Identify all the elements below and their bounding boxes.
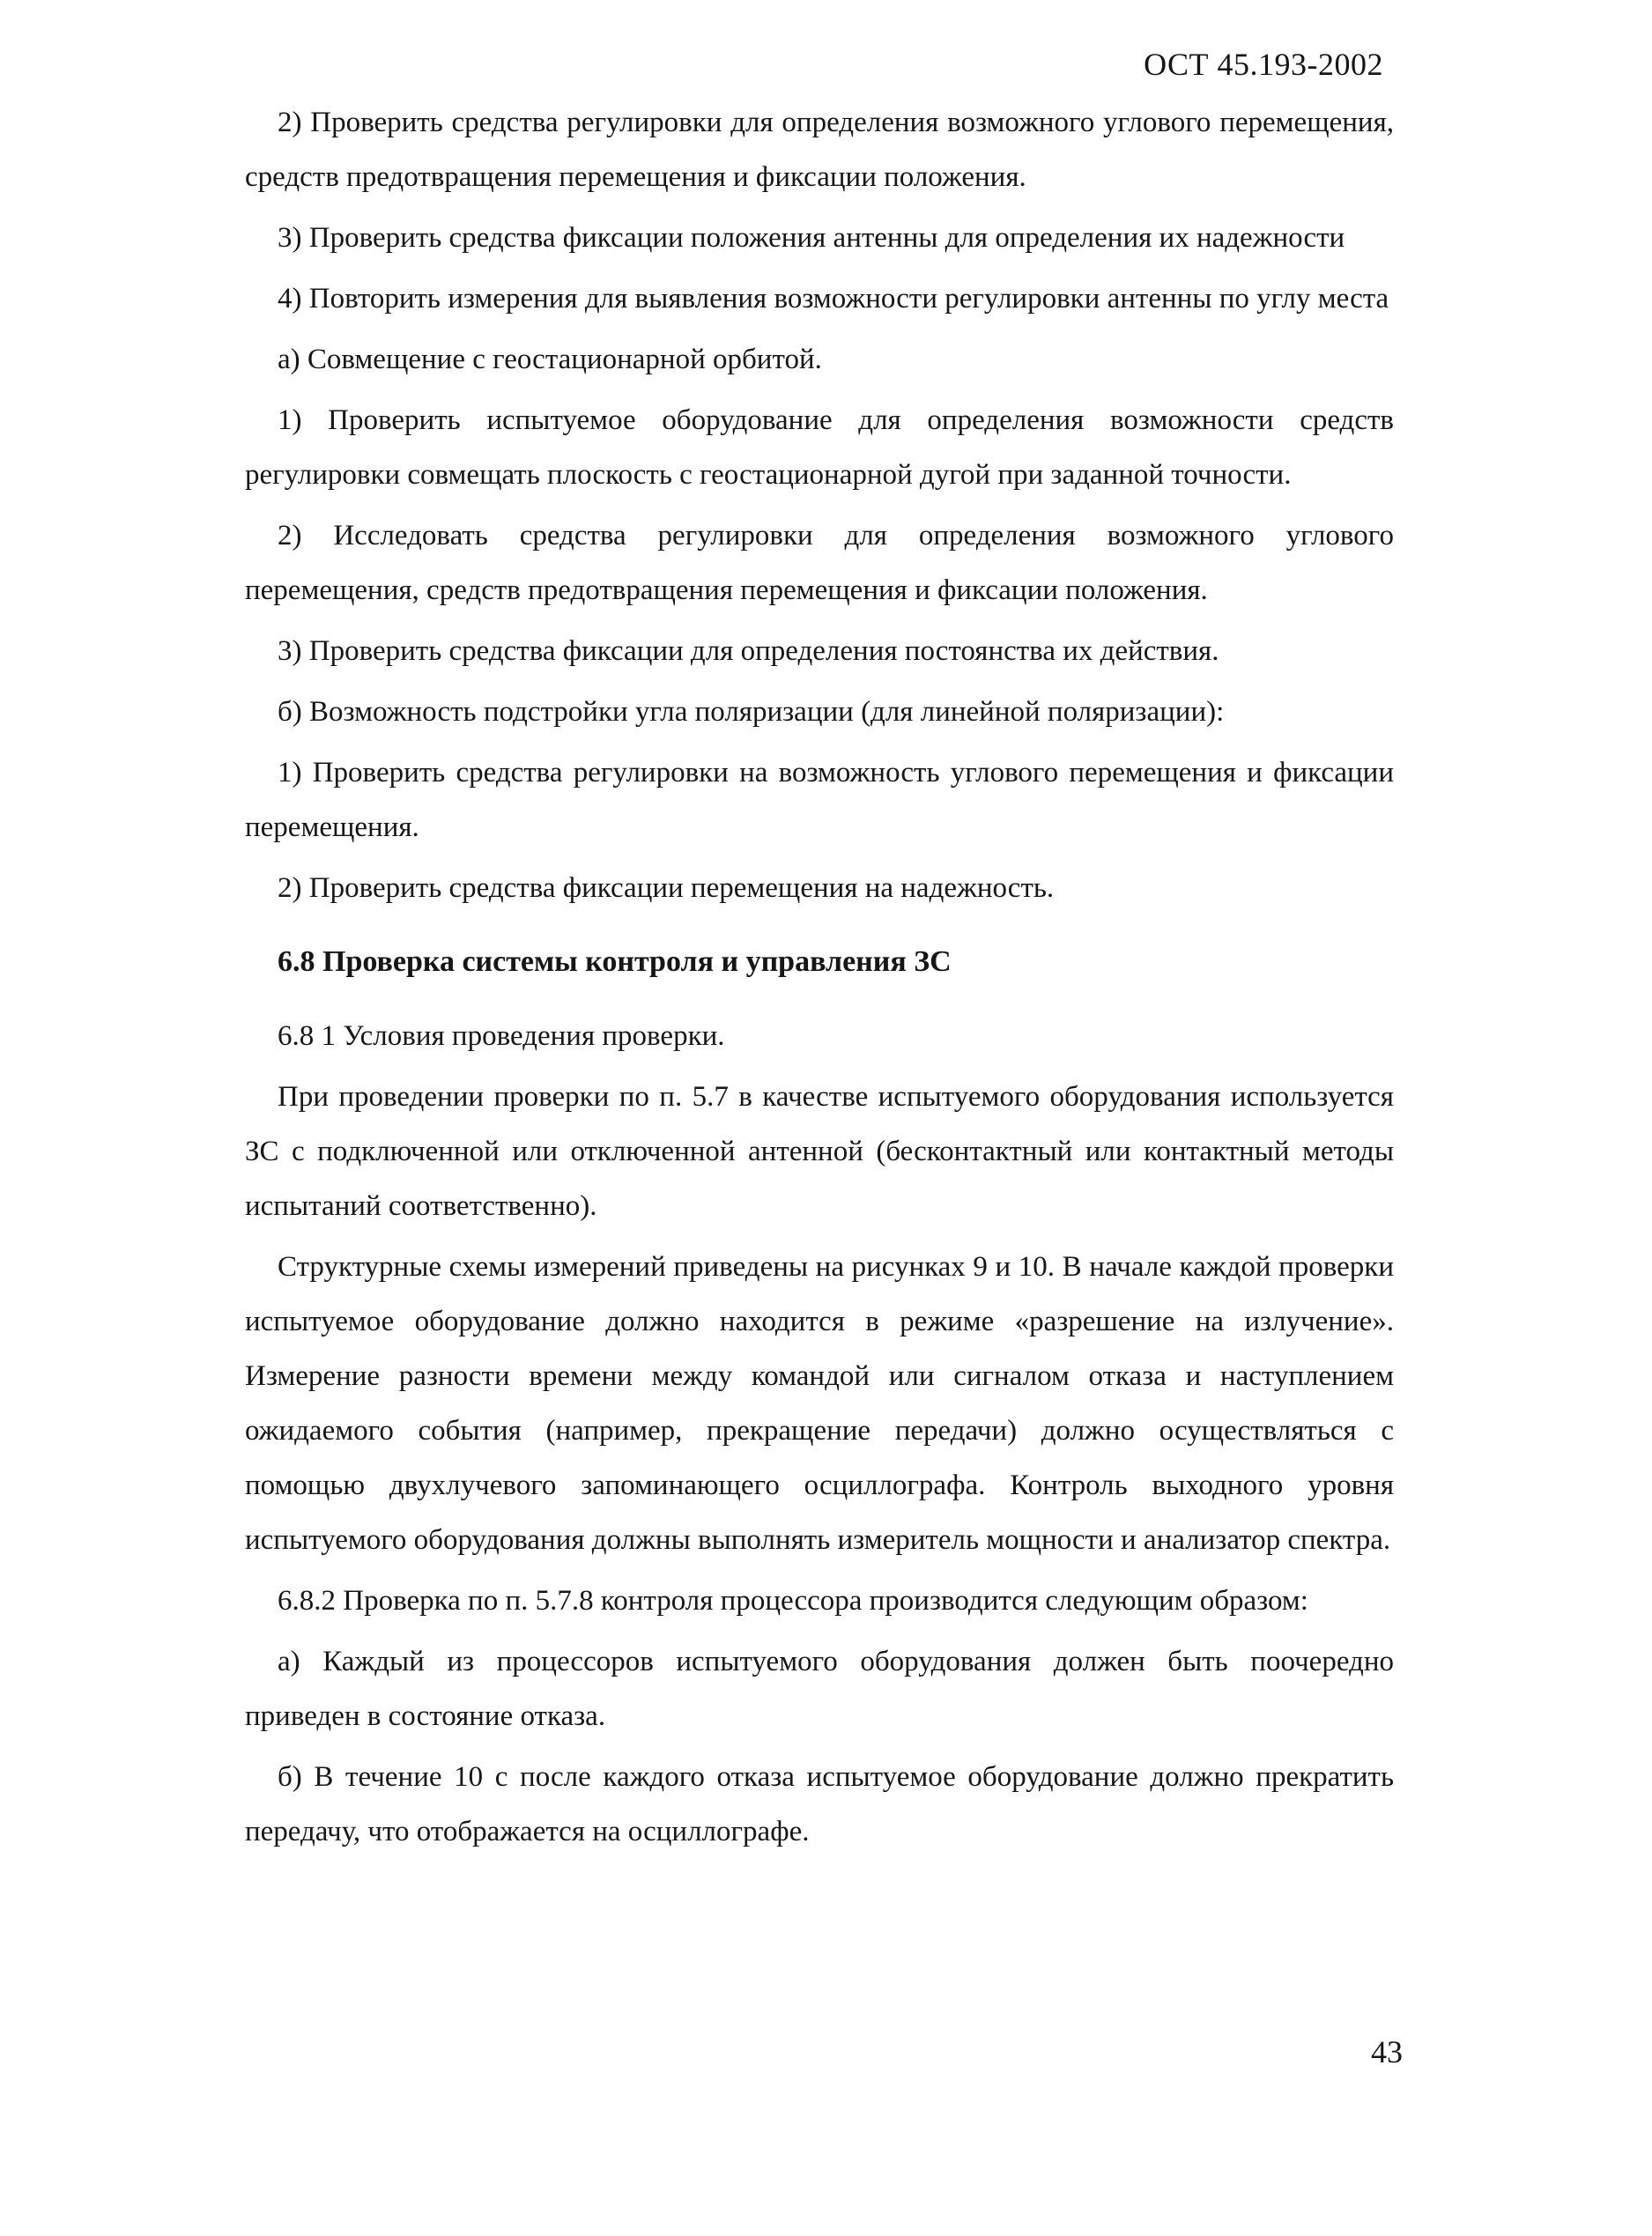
paragraph-conditions: При проведении проверки по п. 5.7 в качестве испытуемого оборудования используется ЗС с подключенной или отключенной антенной (бесконтактный или контактный методы испытаний соответственно). (245, 1081, 1394, 1222)
page-body (245, 95, 1394, 1865)
paragraph-adjust-check: 2) Проверить средства регулировки для определения возможного углового перемещения, средств предотвращения перемещения и фиксации положения. (245, 107, 1394, 193)
paragraph-measurement-schemes: Структурные схемы измерений приведены на рисунках 9 и 10. В начале каждой проверки испытуемое оборудование должно находится в режиме «разрешение на излучение». Измерение разности времени между командой или сигналом отказа и наступлением ожидаемого события (например, прекращение передачи) должно осуществляться с помощью двухлучевого запоминающего осциллографа. Контроль выходного уровня испытуемого оборудования должны выполнять измеритель мощности и анализатор спектра. (245, 1251, 1394, 1556)
subsection-conditions: 6.8 1 Условия проведения проверки. (278, 1020, 725, 1052)
paragraph-fixation-reliability: 3) Проверить средства фиксации положения антенны для определения их надежности (278, 222, 1345, 254)
subsection-processor-check: 6.8.2 Проверка по п. 5.7.8 контроля процессора производится следующим образом: (278, 1585, 1308, 1617)
paragraph-elevation-repeat: 4) Повторить измерения для выявления возможности регулировки антенны по углу места (278, 283, 1389, 315)
section-heading: 6.8 Проверка системы контроля и управления ЗС (278, 945, 952, 978)
paragraph-polarization: б) Возможность подстройки угла поляризации (для линейной поляризации): (278, 696, 1225, 728)
page-number: 43 (1371, 2034, 1403, 2069)
paragraph-geo-fixation: 3) Проверить средства фиксации для определения постоянства их действия. (278, 635, 1219, 667)
paragraph-polarization-check: 1) Проверить средства регулировки на возможность углового перемещения и фиксации перемещения. (245, 757, 1394, 843)
list-item-b: б) В течение 10 с после каждого отказа испытуемое оборудование должно прекратить передачу, что отображается на осциллографе. (245, 1761, 1394, 1847)
paragraph-geo-alignment: а) Совмещение с геостационарной орбитой. (278, 344, 822, 375)
paragraph-polarization-fixation: 2) Проверить средства фиксации перемещения на надежность. (278, 872, 1055, 904)
list-item-a: а) Каждый из процессоров испытуемого оборудования должен быть поочередно приведен в состояние отказа. (245, 1646, 1394, 1732)
paragraph-geo-check: 1) Проверить испытуемое оборудование для определения возможности средств регулировки совмещать плоскость с геостационарной дугой при заданной точности. (245, 404, 1394, 491)
paragraph-geo-investigate: 2) Исследовать средства регулировки для определения возможного углового перемещения, средств предотвращения перемещения и фиксации положения. (245, 520, 1394, 606)
document-code: ОСТ 45.193-2002 (1144, 47, 1383, 82)
